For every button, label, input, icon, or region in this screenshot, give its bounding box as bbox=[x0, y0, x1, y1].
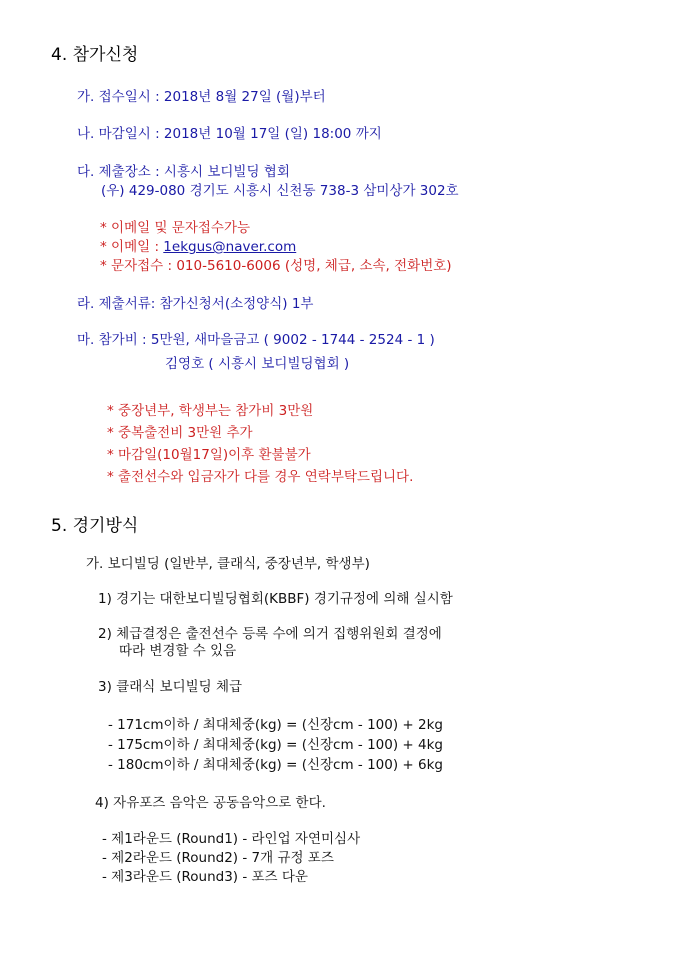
submission-address: (우) 429-080 경기도 시흥시 신천동 738-3 삼미상가 302호 bbox=[101, 183, 459, 199]
note-email-prefix: * 이메일 : bbox=[100, 239, 164, 255]
bodybuilding-category: 가. 보디빌딩 (일반부, 클래식, 중장년부, 학생부) bbox=[86, 556, 370, 572]
rule-4: 4) 자유포즈 음악은 공동음악으로 한다. bbox=[95, 795, 326, 811]
fee-note-1: * 중장년부, 학생부는 참가비 3만원 bbox=[107, 403, 314, 419]
deadline: 나. 마감일시 : 2018년 10월 17일 (일) 18:00 까지 bbox=[77, 126, 382, 142]
section-5-heading: 5. 경기방식 bbox=[51, 516, 139, 536]
rule-3: 3) 클래식 보디빌딩 체급 bbox=[98, 679, 243, 695]
fee-note-3: * 마감일(10월17일)이후 환불불가 bbox=[107, 447, 311, 463]
rule-2-line-2: 따라 변경할 수 있음 bbox=[119, 643, 237, 659]
round-3: - 제3라운드 (Round3) - 포즈 다운 bbox=[102, 869, 308, 885]
note-email-sms: * 이메일 및 문자접수가능 bbox=[100, 220, 251, 236]
round-2: - 제2라운드 (Round2) - 7개 규정 포즈 bbox=[102, 850, 334, 866]
note-sms: * 문자접수 : 010-5610-6006 (성명, 체급, 소속, 전화번호) bbox=[100, 258, 452, 274]
entry-fee: 마. 참가비 : 5만원, 새마을금고 ( 9002 - 1744 - 2524 - 1 ) bbox=[77, 332, 435, 348]
note-email bbox=[100, 241, 296, 255]
fee-note-4: * 출전선수와 입금자가 다를 경우 연락부탁드립니다. bbox=[107, 469, 414, 485]
required-documents: 라. 제출서류: 참가신청서(소정양식) 1부 bbox=[77, 296, 314, 312]
email-link[interactable]: 1ekgus@naver.com bbox=[163, 239, 297, 255]
class-171: - 171cm이하 / 최대체중(kg) = (신장cm - 100) + 2kg bbox=[108, 717, 443, 733]
class-180: - 180cm이하 / 최대체중(kg) = (신장cm - 100) + 6kg bbox=[108, 757, 443, 773]
submission-place: 다. 제출장소 : 시흥시 보디빌딩 협회 bbox=[77, 164, 290, 180]
rule-2-line-1: 2) 체급결정은 출전선수 등록 수에 의거 집행위원회 결정에 bbox=[98, 626, 442, 642]
section-4-heading: 4. 참가신청 bbox=[51, 45, 139, 65]
round-1: - 제1라운드 (Round1) - 라인업 자연미심사 bbox=[102, 831, 361, 847]
rule-1: 1) 경기는 대한보디빌딩협회(KBBF) 경기규정에 의해 실시함 bbox=[98, 591, 453, 607]
account-holder: 김영호 ( 시흥시 보디빌딩협회 ) bbox=[165, 356, 350, 372]
class-175: - 175cm이하 / 최대체중(kg) = (신장cm - 100) + 4kg bbox=[108, 737, 443, 753]
fee-note-2: * 중복출전비 3만원 추가 bbox=[107, 425, 253, 441]
application-period: 가. 접수일시 : 2018년 8월 27일 (월)부터 bbox=[77, 89, 326, 105]
